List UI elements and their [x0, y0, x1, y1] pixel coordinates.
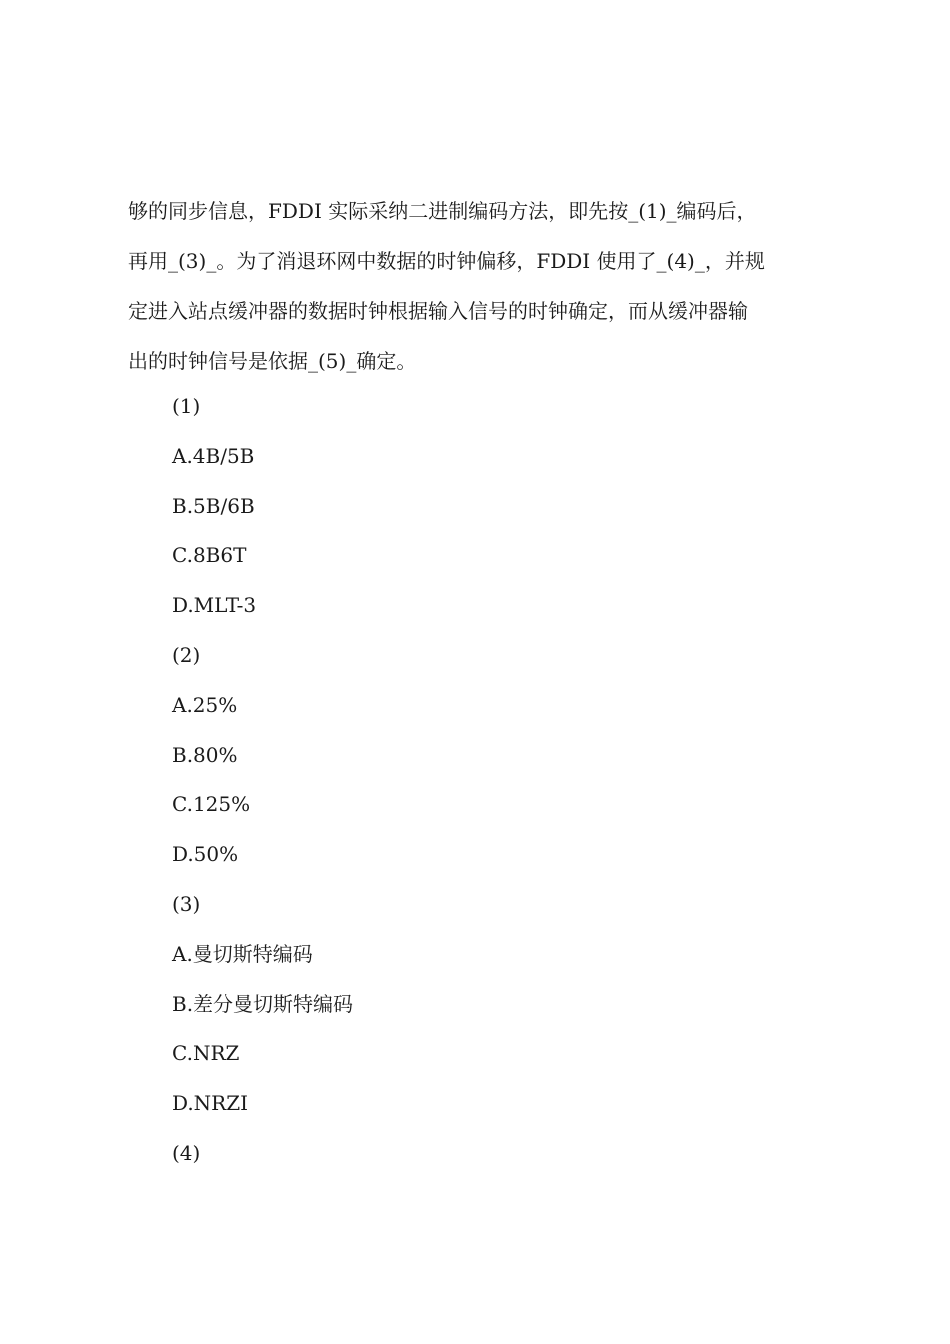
- option-item: C.125%: [172, 792, 251, 817]
- option-item: B.差分曼切斯特编码: [172, 991, 354, 1016]
- option-item: C.8B6T: [172, 543, 247, 568]
- option-item: D.NRZI: [172, 1091, 249, 1116]
- paragraph-line: 够的同步信息，FDDI 实际采纳二进制编码方法，即先按_(1)_编码后，: [128, 199, 757, 223]
- question-number: (2): [172, 642, 201, 667]
- question-number: (3): [172, 891, 201, 916]
- question-stem-paragraph: [128, 186, 840, 386]
- question-number: (4): [172, 1140, 201, 1165]
- option-item: A.曼切斯特编码: [172, 941, 313, 966]
- paragraph-line: 出的时钟信号是依据_(5)_确定。: [128, 349, 417, 373]
- option-item: D.50%: [172, 842, 239, 867]
- question-number: (1): [172, 394, 201, 418]
- option-item: D.MLT-3: [172, 593, 257, 618]
- option-item: B.80%: [172, 742, 238, 767]
- option-item: A.4B/5B: [172, 443, 255, 468]
- option-item: A.25%: [172, 692, 238, 717]
- option-item: B.5B/6B: [172, 493, 255, 518]
- question-list: [172, 382, 353, 1179]
- paragraph-line: 定进入站点缓冲器的数据时钟根据输入信号的时钟确定，而从缓冲器输: [128, 299, 748, 323]
- paragraph-line: 再用_(3)_。为了消退环网中数据的时钟偏移，FDDI 使用了_(4)_，并规: [128, 249, 765, 273]
- option-item: C.NRZ: [172, 1041, 240, 1066]
